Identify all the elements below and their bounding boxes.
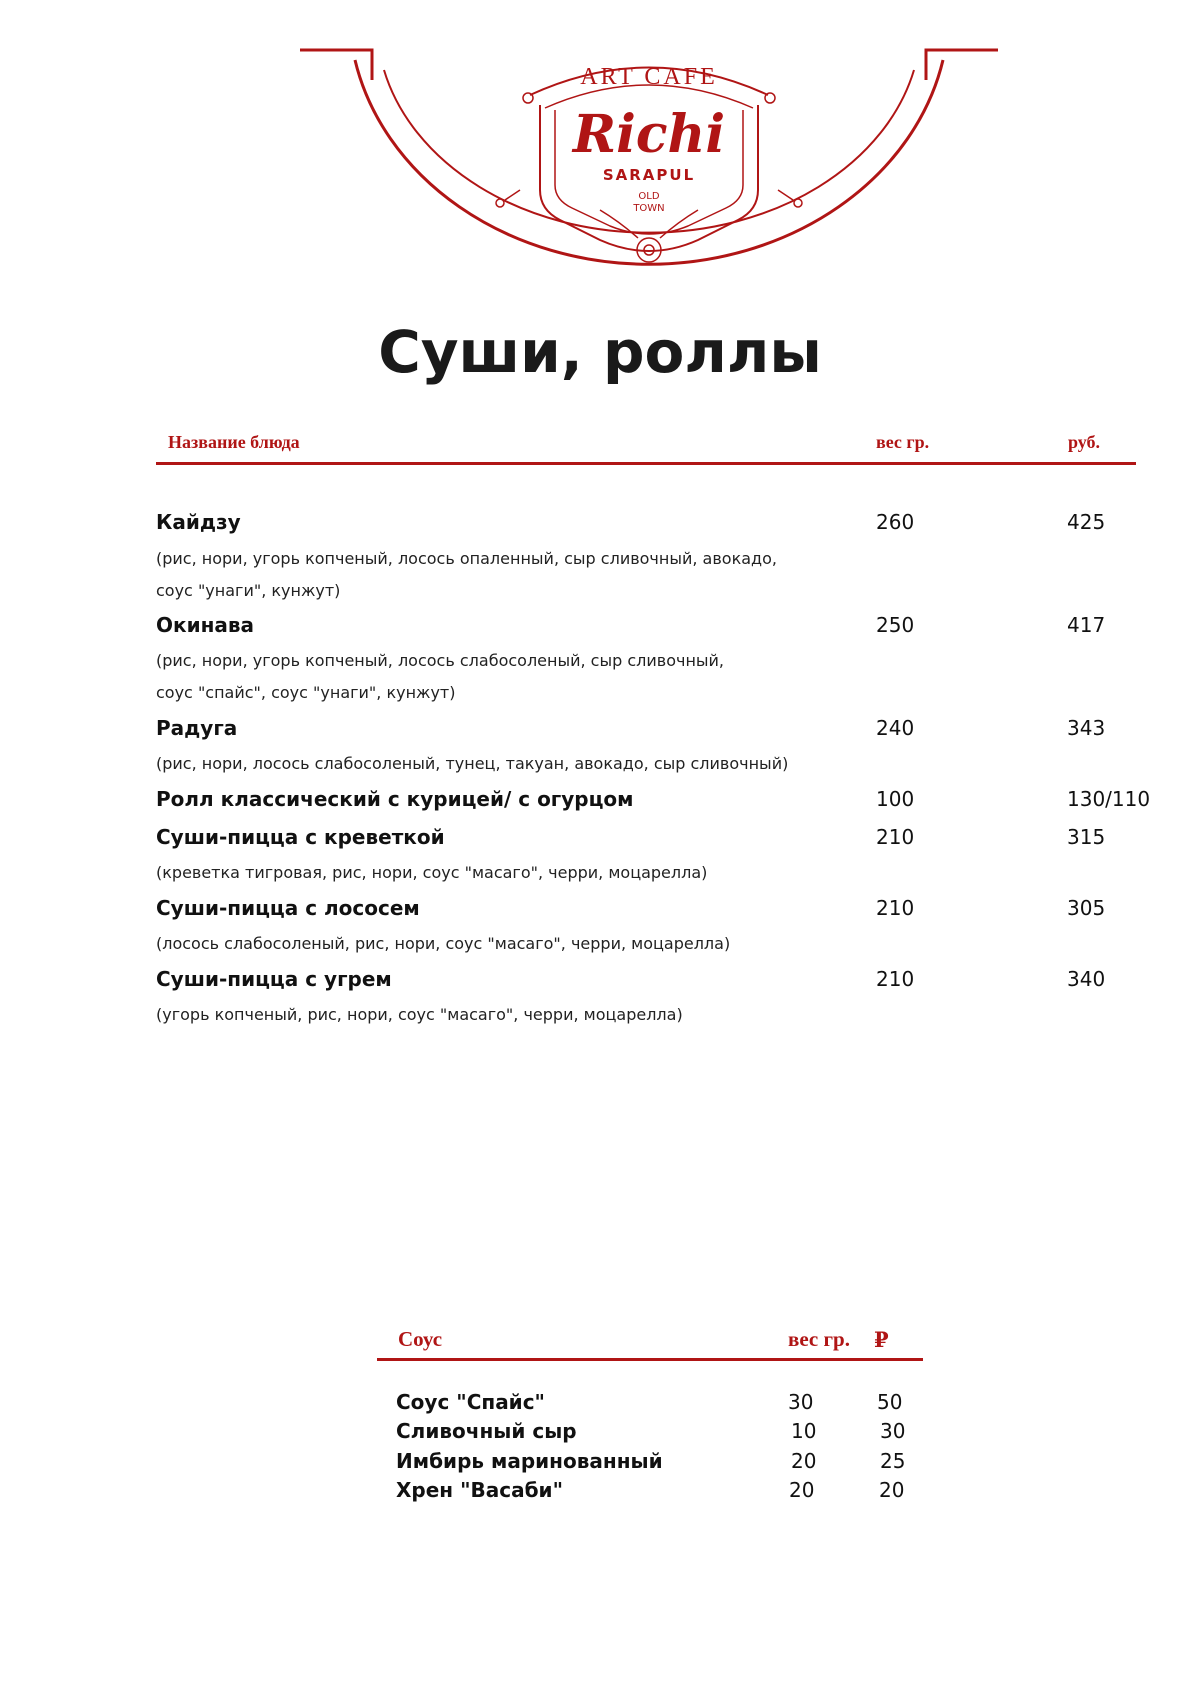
sauce-item-weight: 30 [788, 1390, 814, 1414]
menu-item-description: (рис, нори, угорь копченый, лосось слабосоленый, сыр сливочный, [156, 651, 725, 670]
menu-item-description: соус "спайс", соус "унаги", кунжут) [156, 683, 456, 702]
menu-item-name: Окинава [156, 613, 255, 637]
menu-item-price: 315 [1067, 825, 1106, 849]
logo-sub2: TOWN [633, 203, 665, 214]
sauce-header-price: ₽ [874, 1328, 889, 1352]
menu-item-description: (рис, нори, угорь копченый, лосось опаленный, сыр сливочный, авокадо, [156, 549, 777, 568]
menu-item-price: 417 [1067, 613, 1106, 637]
column-header-weight: вес гр. [876, 432, 930, 452]
sauce-item-price: 20 [879, 1478, 905, 1502]
menu-item-price: 340 [1067, 967, 1106, 991]
header-logo [0, 0, 1200, 300]
menu-item-weight: 100 [876, 787, 915, 811]
logo-brand: Richi [572, 104, 726, 165]
sauce-item-name: Хрен "Васаби" [396, 1478, 563, 1502]
sauce-header-name: Соус [398, 1327, 443, 1351]
page-title: Суши, роллы [378, 318, 822, 386]
sauce-item-name: Сливочный сыр [396, 1419, 577, 1443]
menu-item-price: 305 [1067, 896, 1106, 920]
sauce-item-weight: 20 [791, 1449, 817, 1473]
sauce-header-divider [377, 1358, 923, 1361]
sauce-item-price: 25 [880, 1449, 906, 1473]
sauce-item-price: 50 [877, 1390, 903, 1414]
menu-item-name: Радуга [156, 716, 238, 740]
sauce-header-weight: вес гр. [788, 1327, 850, 1351]
menu-item-name: Суши-пицца с креветкой [156, 825, 445, 849]
logo-top-text: ART CAFE [580, 64, 718, 90]
menu-item-description: (креветка тигровая, рис, нори, соус "масаго", черри, моцарелла) [156, 863, 708, 882]
menu-item-price: 343 [1067, 716, 1106, 740]
menu-item-weight: 210 [876, 825, 915, 849]
menu-item-name: Кайдзу [156, 510, 241, 534]
menu-item-description: (рис, нори, лосось слабосоленый, тунец, такуан, авокадо, сыр сливочный) [156, 754, 789, 773]
logo-city: SARAPUL [602, 166, 696, 184]
menu-item-price: 425 [1067, 510, 1106, 534]
menu-item-description: (угорь копченый, рис, нори, соус "масаго", черри, моцарелла) [156, 1005, 683, 1024]
sauce-item-price: 30 [880, 1419, 906, 1443]
menu-item-weight: 250 [876, 613, 915, 637]
sauce-item-weight: 10 [791, 1419, 817, 1443]
menu-item-description: (лосось слабосоленый, рис, нори, соус "масаго", черри, моцарелла) [156, 934, 731, 953]
sauce-item-name: Соус "Спайс" [396, 1390, 545, 1414]
menu-item-weight: 240 [876, 716, 915, 740]
menu-item-weight: 260 [876, 510, 915, 534]
header-divider [156, 462, 1136, 465]
menu-item-weight: 210 [876, 896, 915, 920]
menu-item-name: Суши-пицца с угрем [156, 967, 392, 991]
sauce-item-weight: 20 [789, 1478, 815, 1502]
menu-item-description: соус "унаги", кунжут) [156, 581, 341, 600]
logo-sub1: OLD [638, 191, 660, 202]
menu-item-name: Ролл классический с курицей/ с огурцом [156, 787, 634, 811]
sauce-item-name: Имбирь маринованный [396, 1449, 663, 1473]
menu-item-price: 130/110 [1067, 787, 1151, 811]
column-header-name: Название блюда [168, 432, 300, 452]
richi-logo-emblem [0, 0, 1200, 300]
menu-item-weight: 210 [876, 967, 915, 991]
menu-item-name: Суши-пицца с лососем [156, 896, 420, 920]
column-header-price: руб. [1068, 432, 1101, 452]
